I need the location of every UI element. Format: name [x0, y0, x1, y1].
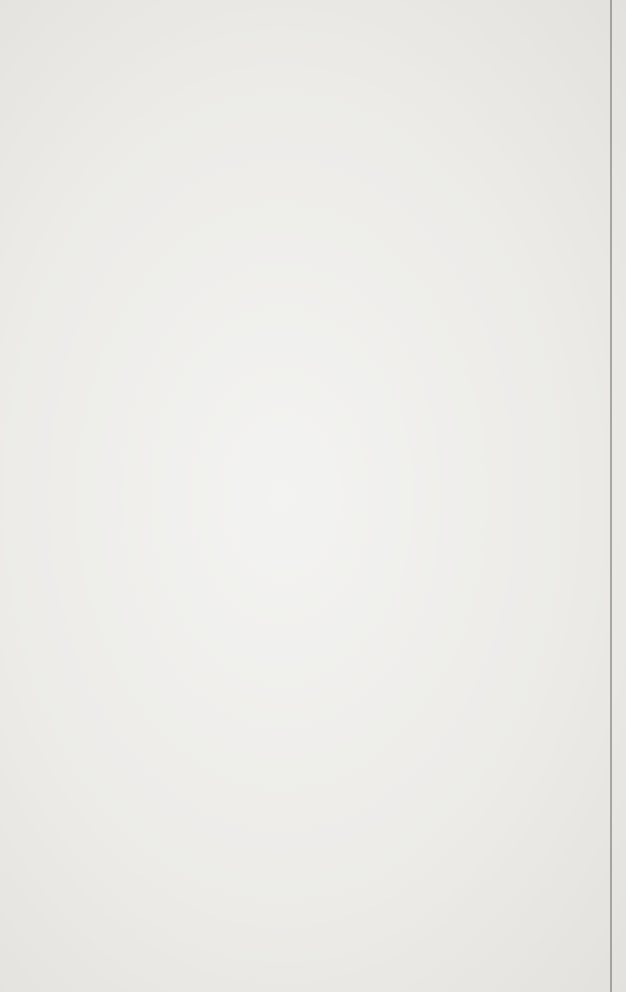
page-edge	[610, 0, 612, 992]
